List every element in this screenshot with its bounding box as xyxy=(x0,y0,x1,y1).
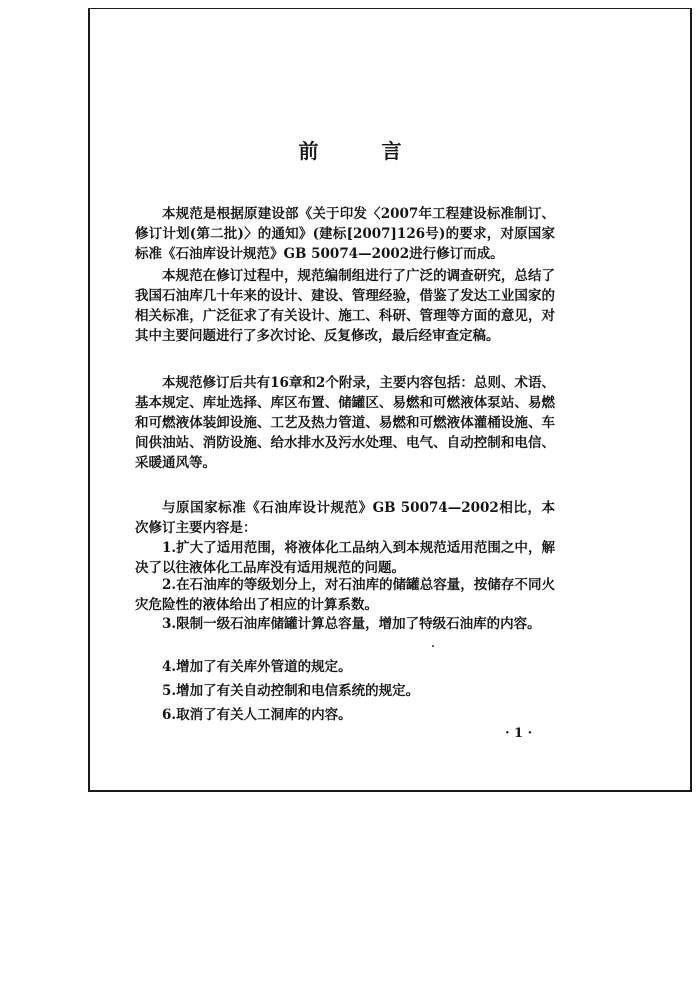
revision-item-2: 2.在石油库的等级划分上，对石油库的储罐总容量，按储存不同火灾危险性的液体给出了相应的计算系数。 xyxy=(135,577,555,613)
preface-paragraph-2: 本规范在修订过程中，规范编制组进行了广泛的调查研究，总结了我国石油库几十年来的设计、建设、管理经验，借鉴了发达工业国家的相关标准，广泛征求了有关设计、施工、科研、管理等方面的意见，对其中主要问题进行了多次讨论、反复修改，最后经审查定稿。 xyxy=(135,268,555,344)
revision-item-5: 5.增加了有关自动控制和电信系统的规定。 xyxy=(162,683,420,699)
scan-speck xyxy=(432,645,434,647)
revision-item-4: 4.增加了有关库外管道的规定。 xyxy=(162,659,352,675)
page-title: 前 言 xyxy=(298,139,430,163)
preface-paragraph-1: 本规范是根据原建设部《关于印发〈2007年工程建设标准制订、修订计划(第二批)〉的通知》(建标[2007]126号)的要求，对原国家标准《石油库设计规范》GB 50074—2002进行修订而成。 xyxy=(135,206,555,262)
revision-item-6: 6.取消了有关人工洞库的内容。 xyxy=(162,707,352,723)
revision-item-1: 1.扩大了适用范围，将液体化工品纳入到本规范适用范围之中，解决了以往液体化工品库没有适用规范的问题。 xyxy=(135,540,555,576)
revision-item-3: 3.限制一级石油库储罐计算总容量，增加了特级石油库的内容。 xyxy=(162,616,541,632)
page-number: · 1 · xyxy=(505,726,533,741)
preface-paragraph-4: 与原国家标准《石油库设计规范》GB 50074—2002相比，本次修订主要内容是： xyxy=(135,500,555,536)
preface-paragraph-3: 本规范修订后共有16章和2个附录，主要内容包括：总则、术语、基本规定、库址选择、库区布置、储罐区、易燃和可燃液体泵站、易燃和可燃液体装卸设施、工艺及热力管道、易燃和可燃液体灌桶设施、车间供油站、消防设施、给水排水及污水处理、电气、自动控制和电信、采暖通风等。 xyxy=(135,375,555,471)
